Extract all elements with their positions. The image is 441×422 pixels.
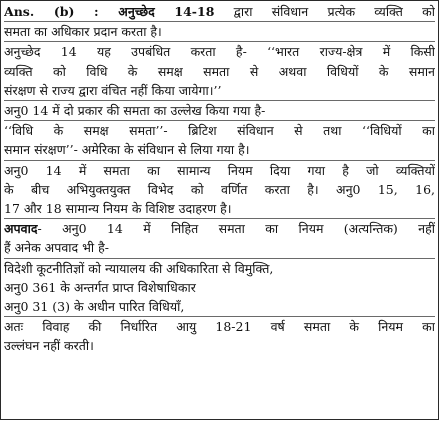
text-line: अनु0 361 के अन्तर्गत प्राप्त विशेषाधिकार [4,279,196,295]
exception-line-1 [4,219,435,238]
answer-topic: अनुच्छेद 14-18 [118,4,215,19]
answer-line-1-text: द्वारा संविधान प्रत्येक व्यक्ति को [214,4,435,19]
text-line: अनु0 14 में समता का सामान्य नियम दिया गया है जो व्यक्तियों [4,162,435,178]
text-line: के बीच अभियुक्तयुक्त विभेद को वर्णित करता है। अनु0 15, 16, [4,181,435,197]
exception-line-1-text: - अनु0 14 में निहित समता का नियम (अत्यन्तिक) नहीं [37,221,435,237]
text-line: समता का अधिकार प्रदान करता है। [4,22,435,42]
text-line: समान संरक्षण’’- अमेरिका के संविधान से लिया गया है। [4,140,435,160]
text-line: उल्लंघन नहीं करती। [4,338,94,354]
text-line: अनु0 31 (3) के अधीन पारित विधियाँ, [4,297,435,317]
text-line: अनुच्छेद 14 यह उपबंधित करता है- ‘‘भारत राज्य-क्षेत्र में किसी [4,44,435,60]
text-line: हैं अनेक अपवाद भी है- [4,238,435,258]
answer-label: Ans. (b) : [4,4,119,19]
text-line: व्यक्ति को विधि के समक्ष समता से अथवा विधियों के समान [4,63,435,79]
text-line: 17 और 18 सामान्य नियम के विशिष्ट उदाहरण है। [4,199,435,219]
answer-line-1 [4,2,435,22]
text-line: विदेशी कूटनीतिज्ञों को न्यायालय की अधिकारिता से विमुक्ति, [4,260,274,276]
text-line: अनु0 14 में दो प्रकार की समता का उल्लेख किया गया है- [4,101,435,121]
text-line: ‘‘विधि के समक्ष समता’’- ब्रिटिश संविधान से तथा ‘‘विधियों का [4,123,435,139]
text-line: अतः विवाह की निर्धारित आयु 18-21 वर्ष समता के नियम का [4,319,435,335]
exception-label: अपवाद [4,221,38,237]
text-line: संरक्षण से राज्य द्वारा वंचित नहीं किया जायेगा।’’ [4,81,435,101]
